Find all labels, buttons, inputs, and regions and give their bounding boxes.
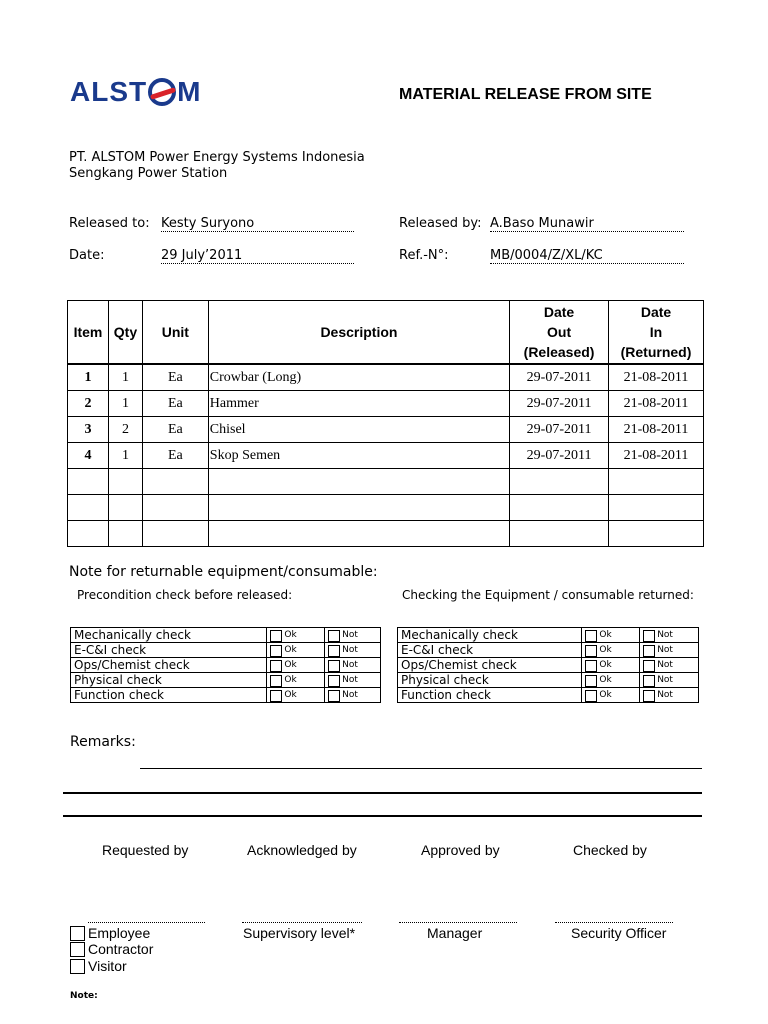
precondition-check-table bbox=[70, 627, 381, 703]
table-row bbox=[68, 364, 704, 391]
checkbox-icon[interactable] bbox=[585, 690, 597, 702]
supervisory-level-label: Supervisory level* bbox=[243, 925, 356, 941]
not-checkbox[interactable] bbox=[325, 688, 381, 703]
cell-item[interactable] bbox=[68, 495, 109, 521]
cell-qty[interactable] bbox=[108, 495, 142, 521]
checkbox-icon[interactable] bbox=[643, 630, 655, 642]
acknowledged-by-label: Acknowledged by bbox=[247, 842, 357, 858]
header-date-in bbox=[609, 301, 704, 365]
check-label: Function check bbox=[71, 688, 267, 703]
not-label: Not bbox=[657, 660, 673, 670]
checkbox-icon[interactable] bbox=[585, 660, 597, 672]
checkbox-icon[interactable] bbox=[270, 675, 282, 687]
employee-option[interactable] bbox=[70, 925, 150, 941]
manager-label: Manager bbox=[427, 925, 483, 941]
ok-label: Ok bbox=[599, 675, 612, 685]
cell-unit[interactable] bbox=[142, 469, 208, 495]
released-by-label: Released by: bbox=[399, 216, 482, 231]
check-label: Ops/Chemist check bbox=[398, 658, 582, 673]
cell-unit: Ea bbox=[142, 443, 208, 469]
checkbox-icon[interactable] bbox=[643, 645, 655, 657]
ok-label: Ok bbox=[599, 630, 612, 640]
not-checkbox[interactable] bbox=[640, 688, 699, 703]
cell-date-in[interactable] bbox=[609, 521, 704, 547]
company-site: Sengkang Power Station bbox=[69, 166, 228, 181]
cell-date-in: 21-08-2011 bbox=[609, 443, 704, 469]
not-checkbox[interactable] bbox=[640, 643, 699, 658]
alstom-logo bbox=[70, 76, 201, 108]
cell-qty: 1 bbox=[108, 391, 142, 417]
cell-date-out: 29-07-2011 bbox=[510, 417, 609, 443]
header-item: Item bbox=[68, 301, 109, 365]
cell-description[interactable] bbox=[208, 495, 509, 521]
cell-description: Crowbar (Long) bbox=[208, 364, 509, 391]
check-label: E-C&I check bbox=[71, 643, 267, 658]
not-label: Not bbox=[657, 690, 673, 700]
checkbox-icon[interactable] bbox=[270, 645, 282, 657]
ok-checkbox[interactable] bbox=[582, 628, 640, 643]
logo-ring-icon bbox=[148, 78, 176, 106]
not-label: Not bbox=[342, 645, 358, 655]
ok-label: Ok bbox=[599, 660, 612, 670]
checkbox-icon[interactable] bbox=[643, 675, 655, 687]
requested-by-label: Requested by bbox=[102, 842, 189, 858]
not-label: Not bbox=[342, 690, 358, 700]
not-label: Not bbox=[342, 660, 358, 670]
checked-by-label: Checked by bbox=[573, 842, 647, 858]
checkbox-icon[interactable] bbox=[585, 630, 597, 642]
check-label: Mechanically check bbox=[398, 628, 582, 643]
not-checkbox[interactable] bbox=[640, 658, 699, 673]
check-row bbox=[398, 673, 699, 688]
checkbox-icon[interactable] bbox=[328, 645, 340, 657]
document-title: MATERIAL RELEASE FROM SITE bbox=[399, 86, 652, 103]
checkbox-icon[interactable] bbox=[328, 660, 340, 672]
cell-item: 1 bbox=[68, 364, 109, 391]
checkbox-icon[interactable] bbox=[585, 675, 597, 687]
not-checkbox[interactable] bbox=[325, 658, 381, 673]
ok-label: Ok bbox=[599, 690, 612, 700]
check-row bbox=[398, 688, 699, 703]
checkbox-icon[interactable] bbox=[328, 690, 340, 702]
ok-checkbox[interactable] bbox=[267, 658, 325, 673]
header-date-in-line1: Date bbox=[640, 304, 672, 320]
ok-checkbox[interactable] bbox=[267, 673, 325, 688]
cell-qty: 1 bbox=[108, 364, 142, 391]
check-label: Physical check bbox=[71, 673, 267, 688]
header-date-in-line3: (Returned) bbox=[620, 344, 692, 360]
cell-date-out: 29-07-2011 bbox=[510, 364, 609, 391]
cell-date-out[interactable] bbox=[510, 521, 609, 547]
not-label: Not bbox=[657, 645, 673, 655]
table-row bbox=[68, 391, 704, 417]
checkbox-icon[interactable] bbox=[585, 645, 597, 657]
acknowledged-by-signature-line[interactable] bbox=[242, 922, 362, 923]
not-label: Not bbox=[342, 630, 358, 640]
not-label: Not bbox=[657, 675, 673, 685]
remarks-line-3[interactable] bbox=[63, 815, 702, 817]
check-row bbox=[71, 628, 381, 643]
released-by-field[interactable]: A.Baso Munawir bbox=[490, 216, 684, 232]
check-row bbox=[71, 643, 381, 658]
returnable-note-title: Note for returnable equipment/consumable: bbox=[69, 564, 378, 580]
ok-checkbox[interactable] bbox=[582, 643, 640, 658]
cell-item: 3 bbox=[68, 417, 109, 443]
logo-text-left: ALST bbox=[70, 76, 148, 107]
approved-by-label: Approved by bbox=[421, 842, 500, 858]
security-officer-label: Security Officer bbox=[571, 925, 667, 941]
cell-item[interactable] bbox=[68, 521, 109, 547]
ok-label: Ok bbox=[284, 660, 297, 670]
cell-item: 4 bbox=[68, 443, 109, 469]
cell-date-in[interactable] bbox=[609, 495, 704, 521]
ok-checkbox[interactable] bbox=[582, 688, 640, 703]
ref-field[interactable]: MB/0004/Z/XL/KC bbox=[490, 248, 684, 264]
ok-label: Ok bbox=[599, 645, 612, 655]
ok-checkbox[interactable] bbox=[582, 673, 640, 688]
cell-qty[interactable] bbox=[108, 469, 142, 495]
ok-label: Ok bbox=[284, 630, 297, 640]
cell-date-out: 29-07-2011 bbox=[510, 391, 609, 417]
ok-label: Ok bbox=[284, 675, 297, 685]
check-label: Ops/Chemist check bbox=[71, 658, 267, 673]
cell-date-in[interactable] bbox=[609, 469, 704, 495]
note-label: Note: bbox=[70, 991, 98, 1001]
cell-date-out: 29-07-2011 bbox=[510, 443, 609, 469]
header-description: Description bbox=[208, 301, 509, 365]
remarks-label: Remarks: bbox=[70, 734, 136, 750]
checkbox-icon[interactable] bbox=[270, 690, 282, 702]
cell-item: 2 bbox=[68, 391, 109, 417]
not-checkbox[interactable] bbox=[325, 643, 381, 658]
visitor-option[interactable] bbox=[70, 958, 127, 974]
cell-description: Chisel bbox=[208, 417, 509, 443]
header-date-out-line3: (Released) bbox=[523, 344, 595, 360]
company-block bbox=[69, 150, 365, 182]
checkbox-icon[interactable] bbox=[70, 942, 85, 957]
checkbox-icon[interactable] bbox=[270, 660, 282, 672]
contractor-label: Contractor bbox=[88, 941, 154, 957]
table-header-row bbox=[68, 301, 704, 365]
logo-text-right: M bbox=[177, 76, 202, 107]
cell-description: Skop Semen bbox=[208, 443, 509, 469]
remarks-line-1[interactable] bbox=[140, 768, 702, 769]
ok-label: Ok bbox=[284, 645, 297, 655]
remarks-line-2[interactable] bbox=[63, 792, 702, 794]
cell-date-in: 21-08-2011 bbox=[609, 364, 704, 391]
ok-checkbox[interactable] bbox=[267, 628, 325, 643]
ok-checkbox[interactable] bbox=[267, 643, 325, 658]
check-row bbox=[71, 658, 381, 673]
checked-by-signature-line[interactable] bbox=[555, 922, 673, 923]
header-date-out-line2: Out bbox=[547, 324, 572, 340]
header-date-out bbox=[510, 301, 609, 365]
released-to-label: Released to: bbox=[69, 216, 150, 231]
table-row-empty bbox=[68, 521, 704, 547]
checkbox-icon[interactable] bbox=[270, 630, 282, 642]
check-label: Function check bbox=[398, 688, 582, 703]
table-row bbox=[68, 443, 704, 469]
not-label: Not bbox=[342, 675, 358, 685]
requested-by-signature-line[interactable] bbox=[88, 922, 205, 923]
check-row bbox=[398, 643, 699, 658]
precondition-title: Precondition check before released: bbox=[77, 588, 293, 602]
cell-description: Hammer bbox=[208, 391, 509, 417]
company-name: PT. ALSTOM Power Energy Systems Indonesia bbox=[69, 150, 365, 165]
table-row-empty bbox=[68, 469, 704, 495]
table-row-empty bbox=[68, 495, 704, 521]
contractor-option[interactable] bbox=[70, 941, 153, 957]
cell-qty: 1 bbox=[108, 443, 142, 469]
check-row bbox=[398, 628, 699, 643]
visitor-label: Visitor bbox=[88, 958, 127, 974]
check-row bbox=[398, 658, 699, 673]
not-checkbox[interactable] bbox=[640, 673, 699, 688]
ok-checkbox[interactable] bbox=[582, 658, 640, 673]
return-check-table bbox=[397, 627, 699, 703]
employee-label: Employee bbox=[88, 925, 151, 941]
checkbox-icon[interactable] bbox=[70, 926, 85, 941]
cell-description[interactable] bbox=[208, 469, 509, 495]
table-row bbox=[68, 417, 704, 443]
cell-date-in: 21-08-2011 bbox=[609, 391, 704, 417]
checkbox-icon[interactable] bbox=[328, 675, 340, 687]
check-label: Mechanically check bbox=[71, 628, 267, 643]
date-field[interactable]: 29 July’2011 bbox=[161, 248, 354, 264]
ref-label: Ref.-N°: bbox=[399, 248, 449, 263]
ok-label: Ok bbox=[284, 690, 297, 700]
cell-date-out[interactable] bbox=[510, 495, 609, 521]
checkbox-icon[interactable] bbox=[643, 690, 655, 702]
approved-by-signature-line[interactable] bbox=[399, 922, 517, 923]
not-checkbox[interactable] bbox=[640, 628, 699, 643]
not-checkbox[interactable] bbox=[325, 628, 381, 643]
check-label: E-C&I check bbox=[398, 643, 582, 658]
cell-qty[interactable] bbox=[108, 521, 142, 547]
checkbox-icon[interactable] bbox=[328, 630, 340, 642]
checkbox-icon[interactable] bbox=[643, 660, 655, 672]
date-label: Date: bbox=[69, 248, 105, 263]
checking-title: Checking the Equipment / consumable returned: bbox=[402, 588, 694, 602]
not-label: Not bbox=[657, 630, 673, 640]
released-to-field[interactable]: Kesty Suryono bbox=[161, 216, 354, 232]
check-row bbox=[71, 673, 381, 688]
items-table bbox=[67, 300, 704, 547]
cell-description[interactable] bbox=[208, 521, 509, 547]
check-row bbox=[71, 688, 381, 703]
header-qty: Qty bbox=[108, 301, 142, 365]
cell-unit: Ea bbox=[142, 364, 208, 391]
cell-unit: Ea bbox=[142, 417, 208, 443]
checkbox-icon[interactable] bbox=[70, 959, 85, 974]
cell-date-out[interactable] bbox=[510, 469, 609, 495]
cell-date-in: 21-08-2011 bbox=[609, 417, 704, 443]
ok-checkbox[interactable] bbox=[267, 688, 325, 703]
not-checkbox[interactable] bbox=[325, 673, 381, 688]
cell-item[interactable] bbox=[68, 469, 109, 495]
cell-unit: Ea bbox=[142, 391, 208, 417]
cell-unit[interactable] bbox=[142, 521, 208, 547]
header-date-out-line1: Date bbox=[543, 304, 575, 320]
header-date-in-line2: In bbox=[649, 324, 663, 340]
cell-qty: 2 bbox=[108, 417, 142, 443]
header-unit: Unit bbox=[142, 301, 208, 365]
check-label: Physical check bbox=[398, 673, 582, 688]
cell-unit[interactable] bbox=[142, 495, 208, 521]
